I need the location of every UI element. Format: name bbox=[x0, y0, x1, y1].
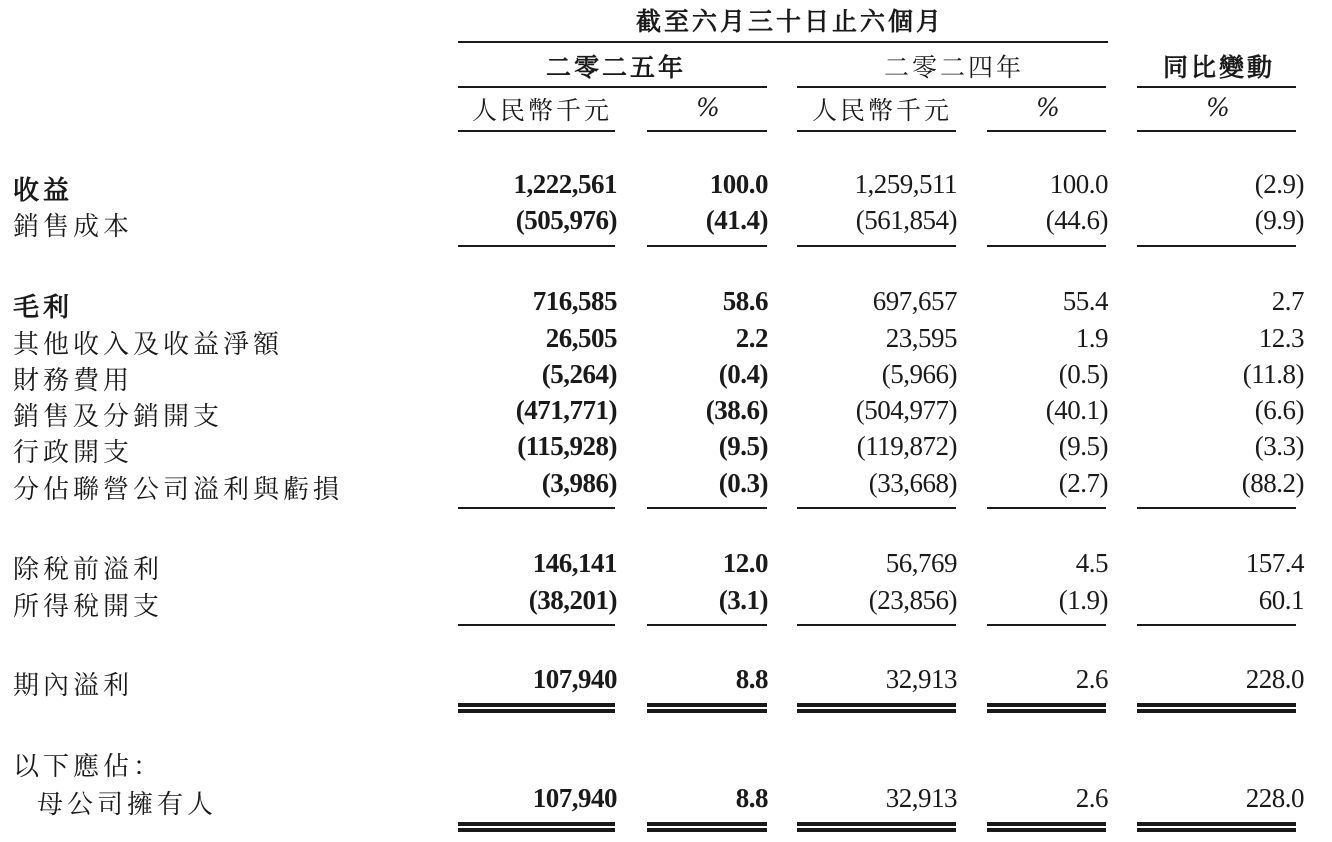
total-double-rule bbox=[1137, 828, 1296, 832]
row-label: 分佔聯營公司溢利與虧損 bbox=[13, 475, 344, 505]
total-double-rule bbox=[458, 703, 615, 707]
cell-p2024: 55.4 bbox=[1062, 286, 1108, 316]
row-label: 銷售及分銷開支 bbox=[13, 402, 224, 432]
cell-v2024: 697,657 bbox=[872, 286, 957, 316]
subtotal-rule bbox=[647, 507, 767, 509]
cell-v2025: 107,940 bbox=[532, 664, 617, 694]
subtotal-rule bbox=[647, 624, 767, 626]
cell-v2025: 26,505 bbox=[545, 323, 617, 353]
cell-chg: (6.6) bbox=[1254, 395, 1304, 425]
cell-chg: (3.3) bbox=[1254, 431, 1304, 461]
cell-chg: 12.3 bbox=[1258, 323, 1304, 353]
row-label: 銷售成本 bbox=[13, 212, 134, 242]
total-double-rule bbox=[458, 822, 615, 826]
subtotal-rule bbox=[797, 624, 956, 626]
period-header: 截至六月三十日止六個月 bbox=[636, 7, 945, 36]
cell-v2025: (38,201) bbox=[528, 585, 617, 615]
cell-v2025: (115,928) bbox=[517, 431, 617, 461]
col-rule bbox=[647, 130, 767, 132]
unit-pct-2025: % bbox=[696, 93, 723, 122]
yoy-change-header: 同比變動 bbox=[1163, 53, 1276, 82]
cell-v2024: (504,977) bbox=[855, 395, 957, 425]
total-double-rule bbox=[797, 703, 956, 707]
cell-p2025: 12.0 bbox=[722, 548, 768, 578]
cell-p2024: 100.0 bbox=[1049, 169, 1108, 199]
cell-v2025: 146,141 bbox=[532, 548, 617, 578]
subtotal-rule bbox=[797, 245, 956, 247]
year-2025-header: 二零二五年 bbox=[546, 53, 687, 82]
period-rule bbox=[458, 41, 1108, 43]
cell-v2025: (471,771) bbox=[515, 395, 617, 425]
cell-v2025: (3,986) bbox=[541, 468, 617, 498]
cell-v2025: (5,264) bbox=[541, 359, 617, 389]
subtotal-rule bbox=[458, 624, 615, 626]
cell-p2025: (9.5) bbox=[718, 431, 768, 461]
unit-pct-2024: % bbox=[1036, 93, 1063, 122]
cell-v2024: 56,769 bbox=[885, 548, 957, 578]
cell-v2024: 1,259,511 bbox=[854, 169, 957, 199]
cell-p2025: 8.8 bbox=[735, 783, 768, 813]
total-double-rule bbox=[1137, 703, 1296, 707]
row-label: 母公司擁有人 bbox=[37, 790, 218, 820]
cell-p2025: 8.8 bbox=[735, 664, 768, 694]
cell-chg: 157.4 bbox=[1245, 548, 1304, 578]
cell-p2025: (3.1) bbox=[718, 585, 768, 615]
cell-p2024: 2.6 bbox=[1075, 783, 1108, 813]
subtotal-rule bbox=[987, 245, 1106, 247]
total-double-rule bbox=[458, 709, 615, 713]
cell-v2024: 32,913 bbox=[885, 664, 957, 694]
subtotal-rule bbox=[987, 507, 1106, 509]
col-rule bbox=[1137, 130, 1296, 132]
col-rule bbox=[458, 130, 615, 132]
cell-p2024: (9.5) bbox=[1058, 431, 1108, 461]
cell-p2025: (0.3) bbox=[718, 468, 768, 498]
cell-v2024: (5,966) bbox=[881, 359, 957, 389]
cell-v2024: 23,595 bbox=[885, 323, 957, 353]
col-rule bbox=[987, 130, 1106, 132]
total-double-rule bbox=[987, 703, 1106, 707]
cell-p2025: (0.4) bbox=[718, 359, 768, 389]
subtotal-rule bbox=[458, 245, 615, 247]
cell-p2024: (2.7) bbox=[1058, 468, 1108, 498]
unit-pct-yoy: % bbox=[1206, 93, 1233, 122]
row-label: 以下應佔： bbox=[13, 752, 164, 782]
cell-v2025: 716,585 bbox=[532, 286, 617, 316]
cell-v2024: (561,854) bbox=[855, 205, 957, 235]
cell-p2024: 2.6 bbox=[1075, 664, 1108, 694]
cell-p2024: (44.6) bbox=[1045, 205, 1108, 235]
row-label: 收益 bbox=[13, 176, 74, 206]
cell-chg: 2.7 bbox=[1271, 286, 1304, 316]
year-2024-header: 二零二四年 bbox=[884, 53, 1025, 82]
unit-rmb-2025: 人民幣千元 bbox=[472, 96, 613, 125]
subtotal-rule bbox=[987, 624, 1106, 626]
cell-p2024: 1.9 bbox=[1075, 323, 1108, 353]
row-label: 其他收入及收益淨額 bbox=[13, 330, 284, 360]
total-double-rule bbox=[797, 828, 956, 832]
cell-chg: 60.1 bbox=[1258, 585, 1304, 615]
cell-chg: (11.8) bbox=[1242, 359, 1304, 389]
cell-v2024: (119,872) bbox=[856, 431, 957, 461]
row-label: 財務費用 bbox=[13, 366, 134, 396]
total-double-rule bbox=[797, 822, 956, 826]
total-double-rule bbox=[1137, 709, 1296, 713]
row-label: 期內溢利 bbox=[13, 671, 134, 701]
subtotal-rule bbox=[458, 507, 615, 509]
year-2024-rule bbox=[797, 86, 1106, 88]
subtotal-rule bbox=[647, 245, 767, 247]
cell-p2025: 100.0 bbox=[709, 169, 768, 199]
total-double-rule bbox=[987, 822, 1106, 826]
total-double-rule bbox=[647, 822, 767, 826]
cell-v2025: (505,976) bbox=[515, 205, 617, 235]
cell-p2025: (41.4) bbox=[705, 205, 768, 235]
row-label: 行政開支 bbox=[13, 438, 134, 468]
total-double-rule bbox=[797, 709, 956, 713]
cell-v2024: (23,856) bbox=[868, 585, 957, 615]
cell-v2024: 32,913 bbox=[885, 783, 957, 813]
subtotal-rule bbox=[1137, 507, 1296, 509]
cell-v2025: 107,940 bbox=[532, 783, 617, 813]
subtotal-rule bbox=[1137, 245, 1296, 247]
cell-chg: (88.2) bbox=[1241, 468, 1304, 498]
cell-p2024: (0.5) bbox=[1058, 359, 1108, 389]
unit-rmb-2024: 人民幣千元 bbox=[812, 96, 953, 125]
row-label: 所得稅開支 bbox=[13, 592, 164, 622]
cell-chg: 228.0 bbox=[1245, 664, 1304, 694]
cell-v2025: 1,222,561 bbox=[513, 169, 617, 199]
col-rule bbox=[797, 130, 956, 132]
cell-p2024: (40.1) bbox=[1045, 395, 1108, 425]
total-double-rule bbox=[647, 709, 767, 713]
row-label: 毛利 bbox=[13, 293, 74, 323]
cell-p2025: (38.6) bbox=[705, 395, 768, 425]
cell-v2024: (33,668) bbox=[868, 468, 957, 498]
total-double-rule bbox=[647, 828, 767, 832]
total-double-rule bbox=[987, 709, 1106, 713]
row-label: 除稅前溢利 bbox=[13, 555, 164, 585]
cell-p2025: 58.6 bbox=[722, 286, 768, 316]
yoy-rule bbox=[1137, 86, 1296, 88]
cell-p2024: 4.5 bbox=[1075, 548, 1108, 578]
subtotal-rule bbox=[1137, 624, 1296, 626]
total-double-rule bbox=[1137, 822, 1296, 826]
cell-p2025: 2.2 bbox=[735, 323, 768, 353]
total-double-rule bbox=[458, 828, 615, 832]
total-double-rule bbox=[647, 703, 767, 707]
cell-p2024: (1.9) bbox=[1058, 585, 1108, 615]
cell-chg: 228.0 bbox=[1245, 783, 1304, 813]
cell-chg: (2.9) bbox=[1254, 169, 1304, 199]
year-2025-rule bbox=[458, 86, 767, 88]
subtotal-rule bbox=[797, 507, 956, 509]
cell-chg: (9.9) bbox=[1254, 205, 1304, 235]
total-double-rule bbox=[987, 828, 1106, 832]
